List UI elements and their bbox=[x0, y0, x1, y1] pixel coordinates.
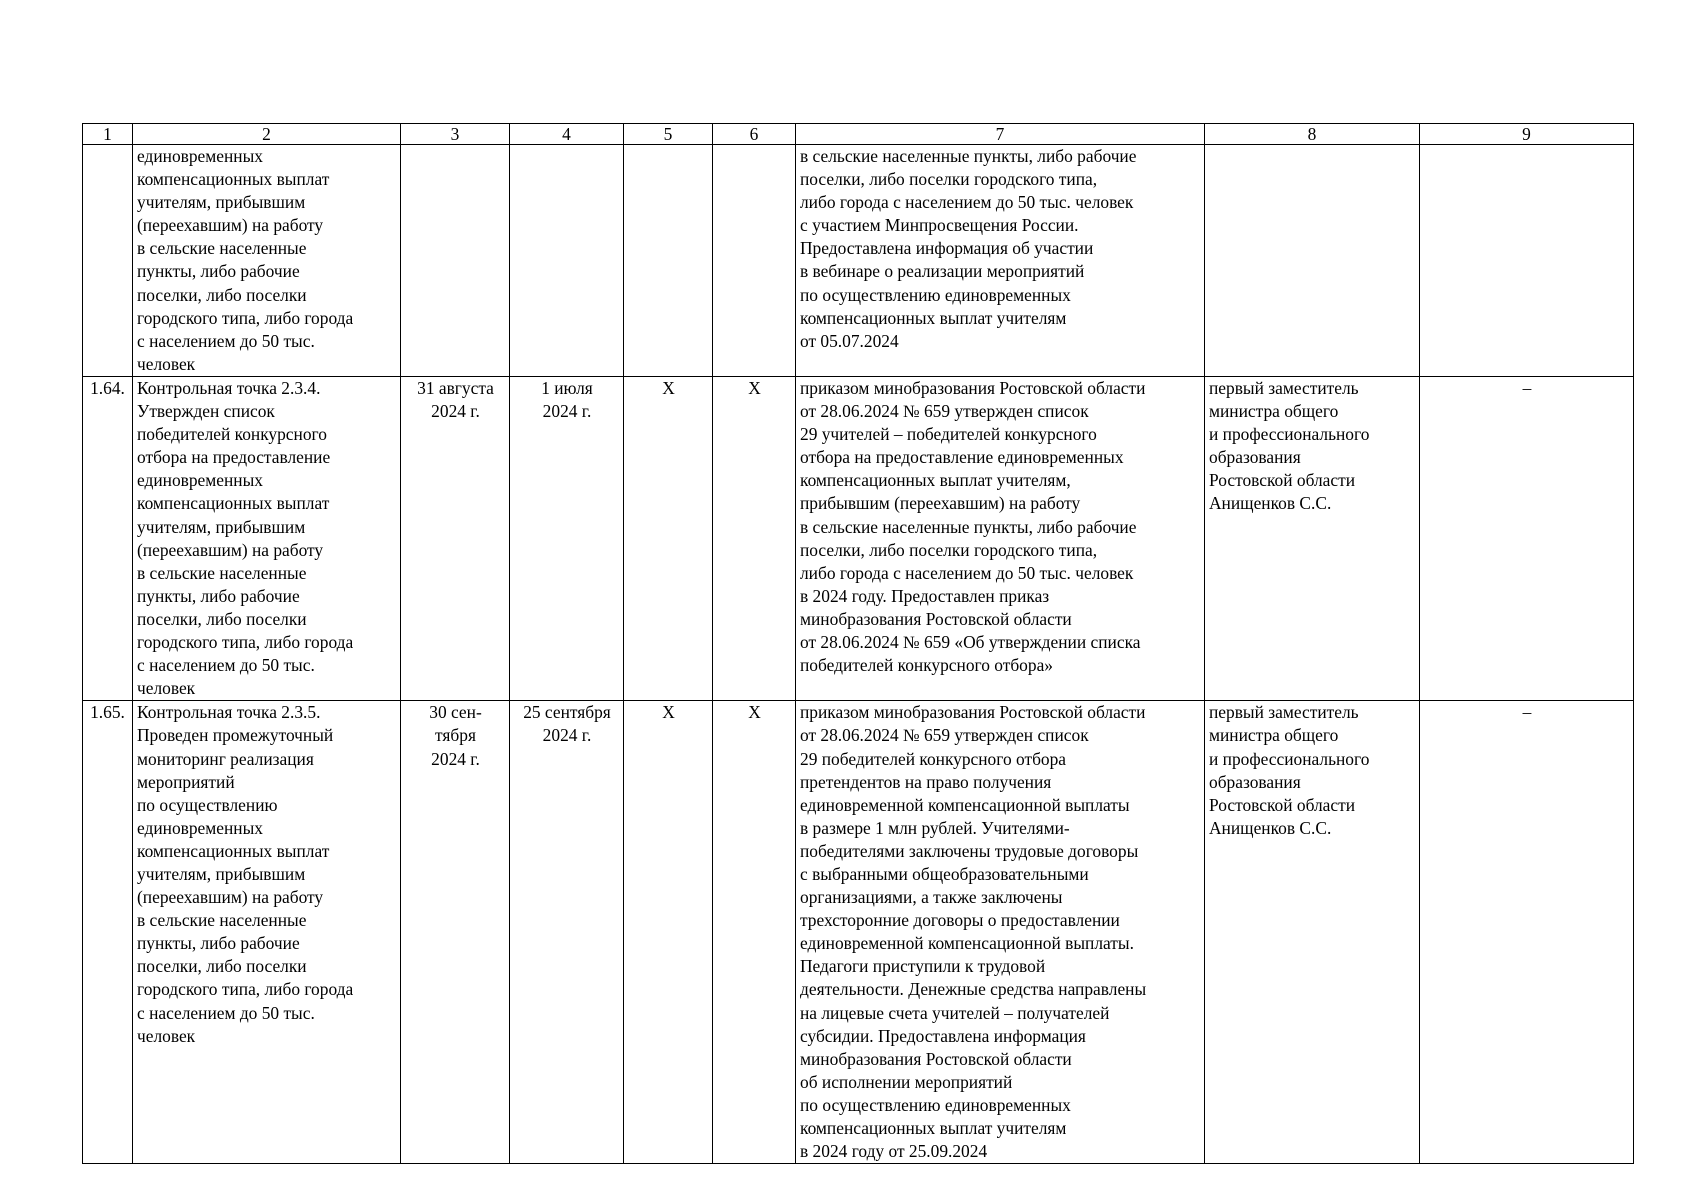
planned-date bbox=[401, 145, 510, 377]
column-number-8: 8 bbox=[1205, 124, 1420, 145]
responsible-person: первый заместитель министра общего и профессионального образования Ростовской области Анищенков С.С. bbox=[1205, 701, 1420, 1164]
actual-date: 1 июля 2024 г. bbox=[510, 377, 624, 701]
note: – bbox=[1420, 377, 1634, 701]
note: – bbox=[1420, 701, 1634, 1164]
result-text: в сельские населенные пункты, либо рабочие поселки, либо поселки городского типа, либо города с населением до 50 тыс. человек с участием Минпросвещения России. Предоставлена информация об участии в вебинаре о реализации мероприятий по осуществлению единовременных компенсационных выплат учителям от 05.07.2024 bbox=[796, 145, 1205, 377]
column-number-6: 6 bbox=[713, 124, 796, 145]
column-5-value: Х bbox=[624, 377, 713, 701]
event-description: Контрольная точка 2.3.5. Проведен промежуточный мониторинг реализация мероприятий по осуществлению единовременных компенсационных выплат учителям, прибывшим (переехавшим) на работу в сельские населенные пункты, либо рабочие поселки, либо поселки городского типа, либо города с населением до 50 тыс. человек bbox=[133, 701, 401, 1164]
column-6-value: Х bbox=[713, 377, 796, 701]
row-number bbox=[83, 145, 133, 377]
row-number: 1.64. bbox=[83, 377, 133, 701]
responsible-person: первый заместитель министра общего и профессионального образования Ростовской области Анищенков С.С. bbox=[1205, 377, 1420, 701]
note bbox=[1420, 145, 1634, 377]
column-6-value bbox=[713, 145, 796, 377]
column-number-1: 1 bbox=[83, 124, 133, 145]
column-number-2: 2 bbox=[133, 124, 401, 145]
column-number-9: 9 bbox=[1420, 124, 1634, 145]
column-number-3: 3 bbox=[401, 124, 510, 145]
event-description: единовременных компенсационных выплат учителям, прибывшим (переехавшим) на работу в сельские населенные пункты, либо рабочие поселки, либо поселки городского типа, либо города с населением до 50 тыс. человек bbox=[133, 145, 401, 377]
table-row-continuation bbox=[83, 145, 1634, 377]
column-number-7: 7 bbox=[796, 124, 1205, 145]
actual-date bbox=[510, 145, 624, 377]
column-5-value: Х bbox=[624, 701, 713, 1164]
column-6-value: Х bbox=[713, 701, 796, 1164]
column-5-value bbox=[624, 145, 713, 377]
column-number-header-row bbox=[83, 124, 1634, 145]
table-row-1-64 bbox=[83, 377, 1634, 701]
row-number: 1.65. bbox=[83, 701, 133, 1164]
event-description: Контрольная точка 2.3.4. Утвержден список победителей конкурсного отбора на предоставление единовременных компенсационных выплат учителям, прибывшим (переехавшим) на работу в сельские населенные пункты, либо рабочие поселки, либо поселки городского типа, либо города с населением до 50 тыс. человек bbox=[133, 377, 401, 701]
planned-date: 30 сен- тября 2024 г. bbox=[401, 701, 510, 1164]
table-row-1-65 bbox=[83, 701, 1634, 1164]
result-text: приказом минобразования Ростовской области от 28.06.2024 № 659 утвержден список 29 победителей конкурсного отбора претендентов на право получения единовременной компенсационной выплаты в размере 1 млн рублей. Учителями- победителями заключены трудовые договоры с выбранными общеобразовательными организациями, а также заключены трехсторонние договоры о предоставлении единовременной компенсационной выплаты. Педагоги приступили к трудовой деятельности. Денежные средства направлены на лицевые счета учителей – получателей субсидии. Предоставлена информация минобразования Ростовской области об исполнении мероприятий по осуществлению единовременных компенсационных выплат учителям в 2024 году от 25.09.2024 bbox=[796, 701, 1205, 1164]
column-number-5: 5 bbox=[624, 124, 713, 145]
column-number-4: 4 bbox=[510, 124, 624, 145]
responsible-person bbox=[1205, 145, 1420, 377]
result-text: приказом минобразования Ростовской области от 28.06.2024 № 659 утвержден список 29 учителей – победителей конкурсного отбора на предоставление единовременных компенсационных выплат учителям, прибывшим (переехавшим) на работу в сельские населенные пункты, либо рабочие поселки, либо поселки городского типа, либо города с населением до 50 тыс. человек в 2024 году. Предоставлен приказ минобразования Ростовской области от 28.06.2024 № 659 «Об утверждении списка победителей конкурсного отбора» bbox=[796, 377, 1205, 701]
actual-date: 25 сентября 2024 г. bbox=[510, 701, 624, 1164]
report-table bbox=[82, 123, 1634, 1164]
planned-date: 31 августа 2024 г. bbox=[401, 377, 510, 701]
